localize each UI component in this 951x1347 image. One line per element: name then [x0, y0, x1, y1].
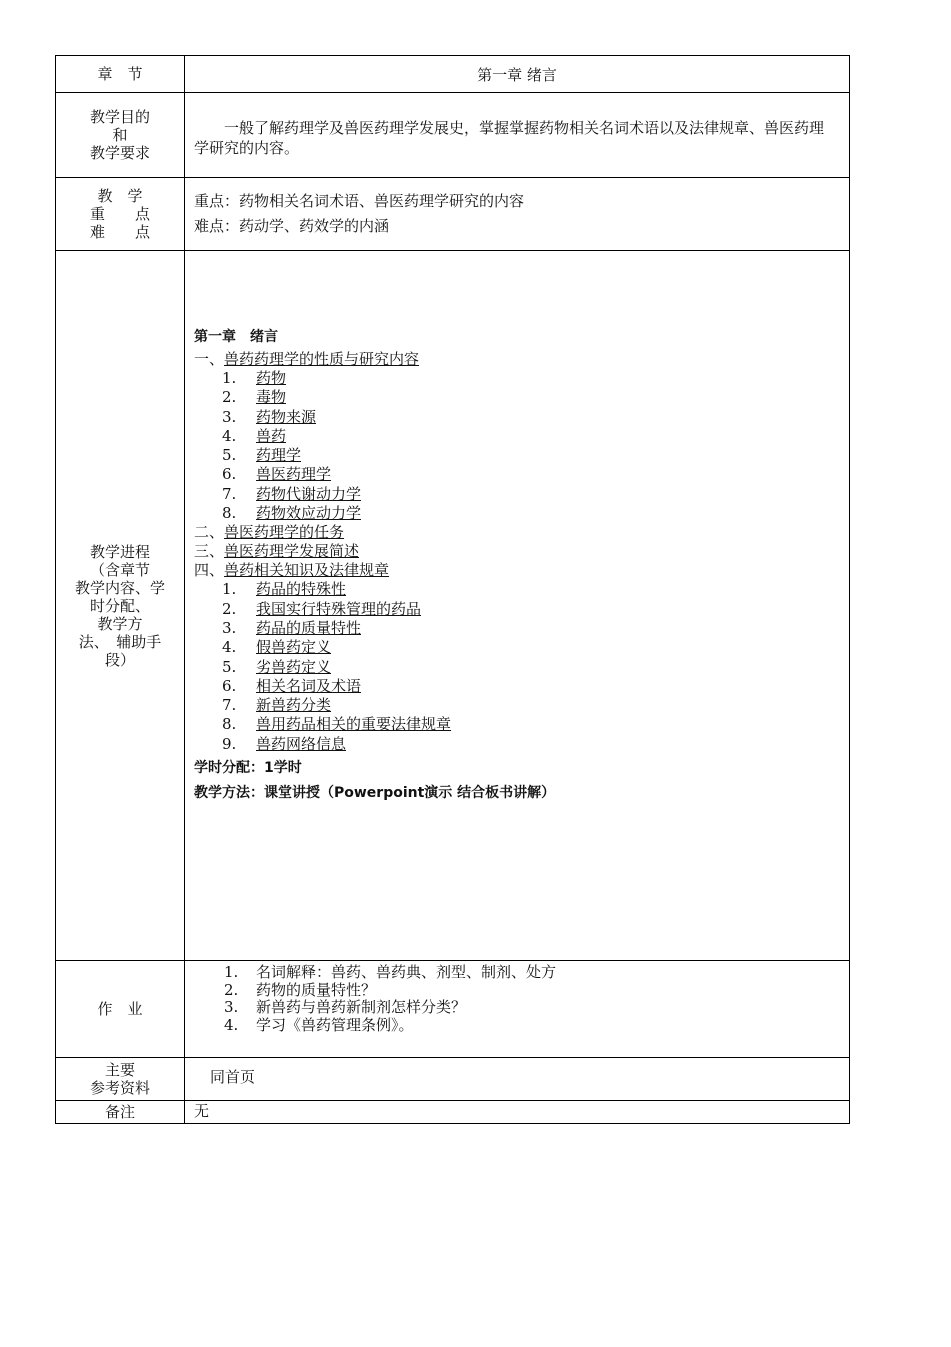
outline-item [194, 504, 849, 523]
section-number: 二、 [194, 523, 225, 542]
teaching-goal-text: 一般了解药理学及兽医药理学发展史，掌握掌握药物相关名词术语以及法律规章、兽医药理学研究的内容。 [194, 119, 825, 157]
key-points-cell [185, 178, 850, 251]
outline-list [194, 350, 849, 754]
item-text: 兽用药品相关的重要法律规章 [256, 715, 452, 734]
section-number: 一、 [194, 350, 225, 368]
teaching-method: 教学方法：课堂讲授（Powerpoint演示 结合板书讲解） [194, 785, 556, 802]
outline-item [194, 715, 849, 734]
item-number: 6. [222, 676, 237, 695]
row-homework [56, 961, 850, 1058]
label-line: 难 点 [89, 223, 150, 241]
item-number: 7. [222, 484, 237, 503]
outline-item [194, 658, 849, 677]
outline-item [194, 465, 849, 484]
homework-text: 药物的质量特性？ [256, 980, 377, 999]
row-teaching-goal [56, 93, 850, 178]
item-number: 4. [222, 638, 237, 657]
homework-item [194, 982, 849, 1000]
item-number: 5. [222, 657, 237, 676]
item-text: 我国实行特殊管理的药品 [256, 599, 422, 618]
label-line: 教学要求 [89, 144, 150, 162]
outline-item [194, 735, 849, 754]
label-line: 教学内容、学 [74, 578, 165, 597]
outline-item [194, 446, 849, 465]
item-number: 4. [222, 426, 237, 445]
difficult-point-text: 难点：药动学、药效学的内涵 [194, 217, 390, 235]
item-number: 8. [222, 504, 237, 523]
outline-item [194, 427, 849, 446]
homework-number: 1. [224, 963, 239, 981]
item-text: 药物 [256, 369, 287, 387]
item-text: 相关名词及术语 [256, 676, 362, 695]
label-line: 教 学 [97, 187, 143, 205]
label-line: 教学方 [97, 614, 143, 633]
section-number: 四、 [194, 561, 225, 580]
homework-text: 新兽药与兽药新制剂怎样分类？ [256, 998, 467, 1016]
chapter-value: 第一章 绪言 [185, 56, 850, 93]
label-line: 重 点 [89, 205, 150, 223]
teaching-goal-cell [185, 93, 850, 178]
label-line: 和 [112, 126, 128, 144]
row-note [56, 1101, 850, 1124]
note-label: 备注 [56, 1101, 185, 1124]
label-line: 主要 [104, 1061, 135, 1079]
homework-list [194, 964, 849, 1054]
item-text: 药物效应动力学 [256, 504, 362, 523]
homework-item [194, 964, 849, 982]
item-number: 1. [222, 369, 237, 387]
row-teaching-process [56, 251, 850, 961]
row-reference [56, 1058, 850, 1101]
outline-section [194, 561, 849, 580]
outline-section [194, 542, 849, 561]
reference-value: 同首页 [185, 1058, 850, 1101]
item-text: 药理学 [256, 446, 302, 465]
section-number: 三、 [194, 542, 225, 561]
item-text: 药品的特殊性 [256, 580, 347, 599]
homework-item [194, 999, 849, 1017]
outline-item [194, 388, 849, 407]
note-value: 无 [185, 1101, 850, 1124]
outline-item [194, 696, 849, 715]
label-line: 时分配、 [89, 596, 150, 615]
outline-title: 第一章 绪言 [194, 329, 278, 345]
item-text: 毒物 [256, 388, 287, 407]
outline-item [194, 408, 849, 427]
outline-item [194, 638, 849, 657]
item-number: 9. [222, 734, 237, 753]
item-number: 7. [222, 696, 237, 715]
key-point-text: 重点：药物相关名词术语、兽医药理学研究的内容 [194, 192, 525, 210]
item-text: 假兽药定义 [256, 638, 332, 657]
label-line: 参考资料 [89, 1079, 150, 1097]
teaching-goal-label [56, 93, 185, 178]
homework-label: 作 业 [56, 961, 185, 1058]
item-number: 2. [222, 388, 237, 407]
row-chapter [56, 56, 850, 93]
outline-item [194, 677, 849, 696]
label-line: （含章节 [89, 560, 150, 579]
outline-item [194, 600, 849, 619]
homework-number: 2. [224, 980, 239, 999]
section-title: 兽医药理学发展简述 [224, 542, 360, 561]
label-line: 法、 辅助手 [78, 632, 162, 651]
hours-allocation: 学时分配：1学时 [194, 760, 302, 777]
item-number: 3. [222, 407, 237, 426]
section-title: 兽医药理学的任务 [224, 523, 345, 542]
homework-cell [185, 961, 850, 1058]
outline-item [194, 580, 849, 599]
item-text: 劣兽药定义 [256, 657, 332, 676]
homework-text: 学习《兽药管理条例》。 [256, 1015, 414, 1034]
homework-number: 3. [224, 998, 239, 1016]
item-number: 5. [222, 446, 237, 465]
reference-label [56, 1058, 185, 1101]
item-text: 药品的质量特性 [256, 618, 362, 637]
outline-item [194, 485, 849, 504]
item-text: 药物代谢动力学 [256, 484, 362, 503]
section-title: 兽药相关知识及法律规章 [224, 561, 390, 580]
outline-section [194, 523, 849, 542]
section-title: 兽药药理学的性质与研究内容 [224, 350, 420, 368]
item-number: 8. [222, 715, 237, 734]
outline-section [194, 350, 849, 369]
key-points-label [56, 178, 185, 251]
teaching-process-cell [185, 251, 850, 961]
item-text: 兽药网络信息 [256, 734, 347, 753]
item-number: 2. [222, 599, 237, 618]
outline-item [194, 619, 849, 638]
lesson-plan-table [55, 55, 850, 1124]
chapter-label: 章 节 [56, 56, 185, 93]
item-text: 兽医药理学 [256, 465, 332, 484]
teaching-process-label [56, 251, 185, 961]
label-line: 教学进程 [89, 542, 150, 561]
item-number: 6. [222, 465, 237, 484]
row-key-points [56, 178, 850, 251]
item-text: 新兽药分类 [256, 696, 332, 715]
label-line: 教学目的 [89, 108, 150, 126]
outline-item [194, 369, 849, 388]
homework-item [194, 1017, 849, 1035]
item-text: 药物来源 [256, 407, 317, 426]
homework-text: 名词解释：兽药、兽药典、剂型、制剂、处方 [256, 963, 557, 981]
item-text: 兽药 [256, 426, 287, 445]
item-number: 3. [222, 618, 237, 637]
label-line: 段） [104, 650, 135, 669]
homework-number: 4. [224, 1015, 239, 1034]
item-number: 1. [222, 580, 237, 599]
